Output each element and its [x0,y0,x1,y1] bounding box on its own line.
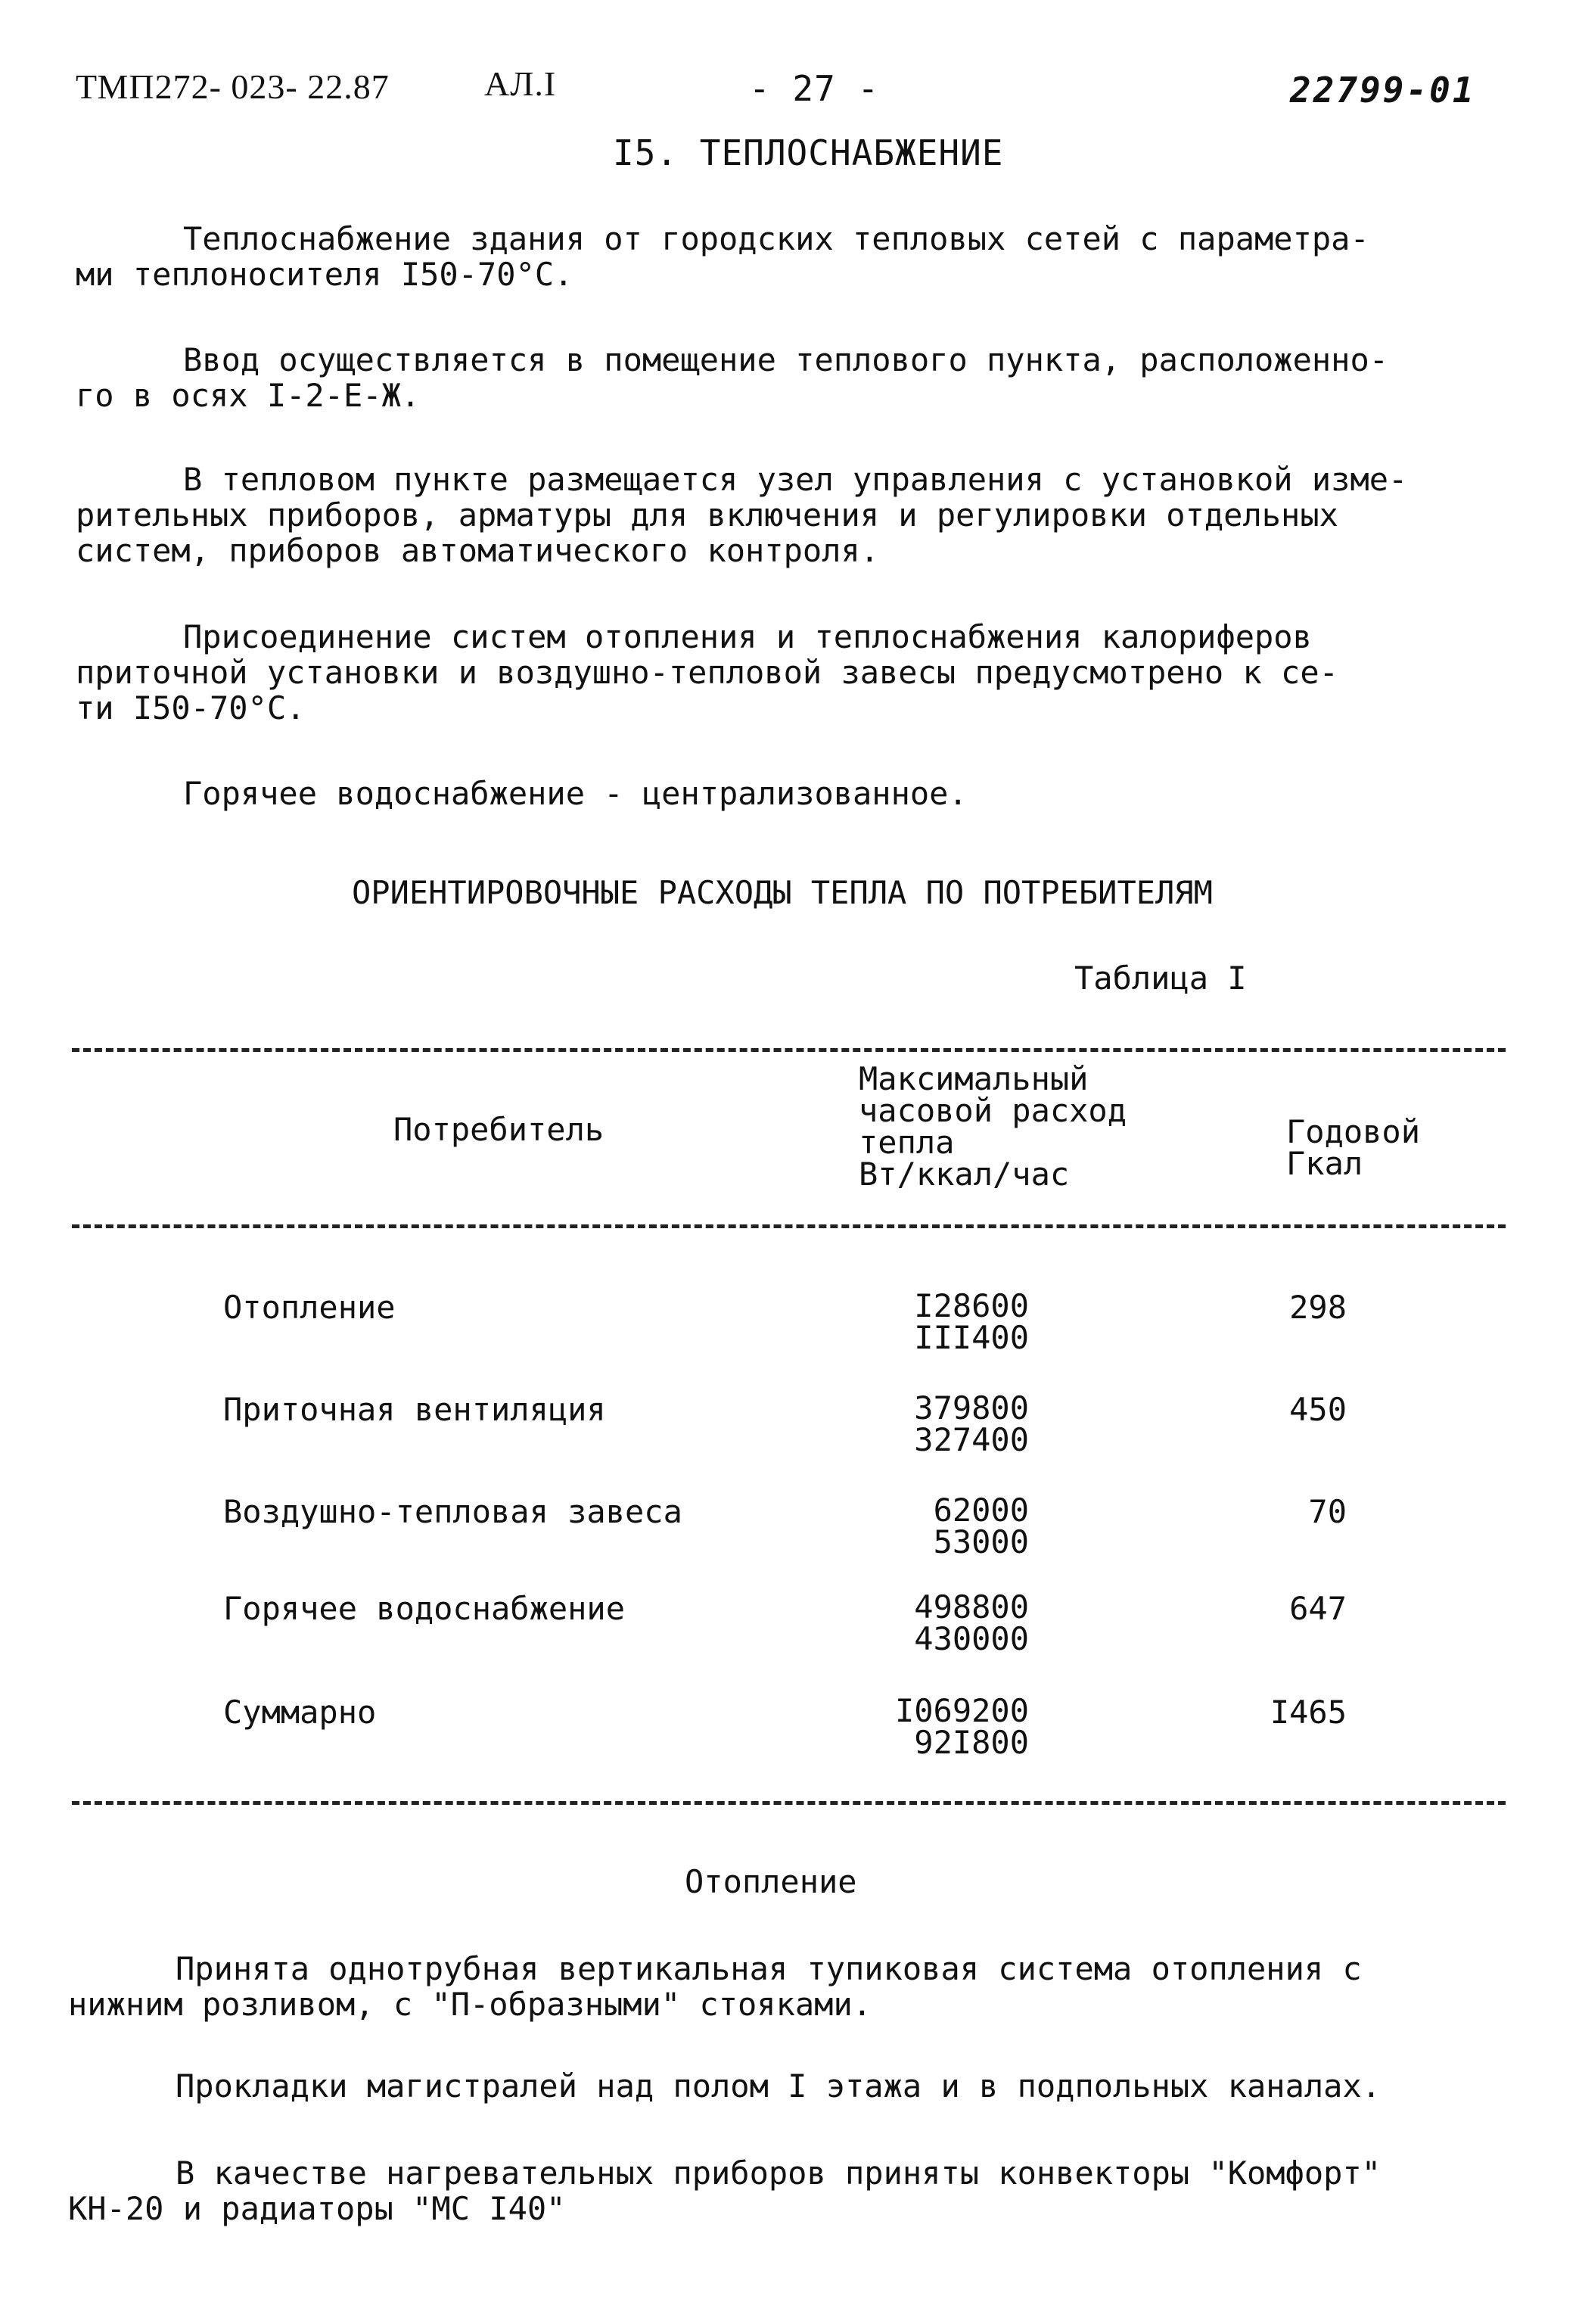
paragraph-line: Ввод осуществляется в помещение теплового пункта, расположенно- [183,341,1389,378]
row-hourly-kcal: III400 [914,1319,1029,1356]
row-consumer: Отопление [223,1289,396,1326]
header-annual [1286,1113,1421,1182]
row-consumer: Воздушно-тепловая завеса [223,1493,682,1530]
row-hourly-w: I069200 [894,1692,1029,1729]
header-line: часовой расход [859,1092,1127,1129]
header-line: Гкал [1286,1145,1363,1182]
row-hourly [878,1692,1029,1761]
paragraph-line: В качестве нагревательных приборов приняты конвекторы "Комфорт" [176,2154,1382,2192]
section-title: I5. ТЕПЛОСНАБЖЕНИЕ [613,132,1004,173]
paragraph-line: КН-20 и радиаторы "МС I40" [68,2190,566,2228]
header-consumer: Потребитель [393,1111,605,1148]
row-hourly-kcal: 53000 [933,1523,1029,1560]
paragraph-line: Присоединение систем отопления и теплоснабжения калориферов [183,618,1312,655]
table-bottom-rule [72,1801,1506,1805]
paragraph-line: систем, приборов автоматического контроля. [76,532,880,570]
row-hourly-kcal: 430000 [914,1620,1029,1657]
table-header-rule [72,1224,1506,1228]
subsection-title: Отопление [685,1863,857,1900]
paragraph-3 [76,462,1407,568]
row-annual: 70 [1308,1493,1347,1530]
row-hourly-w: I28600 [914,1287,1029,1324]
table-top-rule [72,1048,1506,1052]
row-annual: I465 [1270,1694,1347,1731]
paragraph-line: Принята однотрубная вертикальная тупиковая система отопления с [176,1950,1362,1987]
row-hourly [878,1389,1029,1458]
page-number: - 27 - [749,68,880,109]
row-annual: 450 [1289,1391,1347,1428]
row-consumer: Горячее водоснабжение [223,1590,626,1627]
doc-code: ТМП272- 023- 22.87 [76,67,390,106]
header-line: тепла [859,1124,955,1161]
paragraph-1 [76,221,1369,292]
row-hourly-kcal: 92I800 [914,1724,1029,1761]
paragraph-4 [76,619,1338,726]
row-hourly [878,1287,1029,1356]
header-line: Годовой [1286,1113,1421,1150]
row-hourly-w: 498800 [914,1588,1029,1626]
album-label: АЛ.I [484,64,557,103]
row-hourly [878,1492,1029,1560]
row-consumer: Суммарно [223,1694,377,1731]
header-max-hourly [859,1060,1127,1193]
heating-paragraph-2 [68,2068,1381,2104]
paragraph-line: ми теплоносителя I50-70°С. [76,256,573,294]
row-annual: 647 [1289,1590,1347,1627]
paragraph-line: нижним розливом, с "П-образными" стояками. [68,1986,872,2024]
paragraph-2 [76,342,1388,413]
header-line: Вт/ккал/час [859,1156,1070,1193]
paragraph-line: Горячее водоснабжение - централизованное. [183,775,968,812]
header-line: Максимальный [859,1060,1089,1097]
inventory-number: 22799-01 [1290,70,1476,110]
row-hourly-w: 379800 [914,1389,1029,1426]
paragraph-line: приточной установки и воздушно-тепловой завесы предусмотрено к се- [76,654,1338,692]
paragraph-line: го в осях I-2-Е-Ж. [76,377,421,415]
paragraph-line: В тепловом пункте размещается узел управления с установкой изме- [183,461,1408,498]
row-consumer: Приточная вентиляция [223,1391,606,1428]
row-annual: 298 [1289,1289,1347,1326]
table-title: ОРИЕНТИРОВОЧНЫЕ РАСХОДЫ ТЕПЛА ПО ПОТРЕБИТЕЛЯМ [352,874,1213,911]
paragraph-line: ти I50-70°С. [76,689,306,727]
paragraph-5 [76,776,968,811]
heating-paragraph-3 [68,2155,1381,2226]
paragraph-line: Теплоснабжение здания от городских тепловых сетей с параметра- [183,220,1369,257]
paragraph-line: рительных приборов, арматуры для включения и регулировки отдельных [76,496,1338,534]
heating-paragraph-1 [68,1951,1362,2022]
row-hourly-w: 62000 [933,1492,1029,1529]
paragraph-line: Прокладки магистралей над полом I этажа и в подпольных каналах. [176,2067,1382,2105]
row-hourly [878,1588,1029,1657]
row-hourly-kcal: 327400 [914,1421,1029,1458]
table-label: Таблица I [1074,960,1247,997]
